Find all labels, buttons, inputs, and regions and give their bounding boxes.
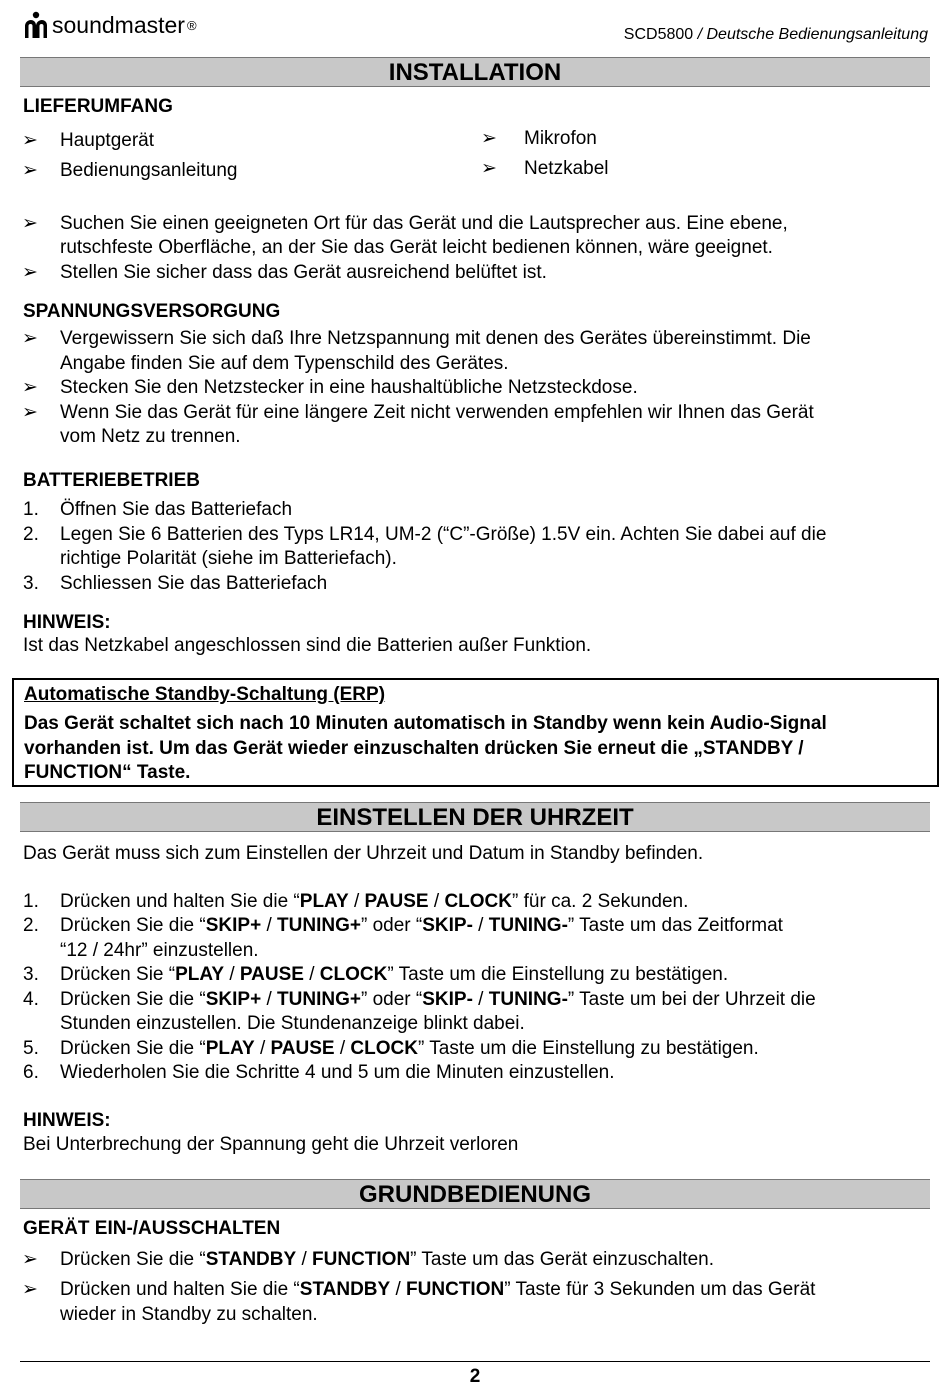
step-number: 2. (23, 915, 39, 936)
bullet-icon: ➢ (22, 262, 38, 283)
paragraph-line: Vergewissern Sie sich daß Ihre Netzspannung mit denen des Gerätes übereinstimmt. Die (60, 328, 811, 349)
step-number: 1. (23, 499, 39, 520)
erp-title: Automatische Standby-Schaltung (ERP) (24, 684, 386, 705)
section-title-installation: INSTALLATION (20, 57, 930, 87)
clock-step-4-cont: Stunden einzustellen. Die Stundenanzeige blinkt dabei. (60, 1013, 525, 1034)
soundmaster-logo-icon (22, 10, 50, 40)
step-number: 4. (23, 989, 39, 1010)
model-number: SCD5800 (623, 26, 694, 43)
erp-notice-box (12, 678, 939, 787)
paragraph-line: Legen Sie 6 Batterien des Typs LR14, UM-2 (“C”-Größe) 1.5V ein. Achten Sie dabei auf die (60, 524, 827, 545)
bullet-icon: ➢ (22, 1249, 38, 1270)
clock-step-4: Drücken Sie die “SKIP+ / TUNING+” oder “SKIP- / TUNING-” Taste um bei der Uhrzeit die (60, 989, 816, 1010)
bullet-icon: ➢ (481, 158, 497, 179)
registered-mark: ® (186, 17, 197, 33)
note-heading: HINWEIS: (23, 612, 111, 633)
page-number: 2 (469, 1366, 481, 1387)
bullet-icon: ➢ (22, 160, 38, 181)
step-number: 3. (23, 964, 39, 985)
bullet-icon: ➢ (22, 328, 38, 349)
bullet-icon: ➢ (22, 1279, 38, 1300)
clock-step-2: Drücken Sie die “SKIP+ / TUNING+” oder “SKIP- / TUNING-” Taste um das Zeitformat (60, 915, 783, 936)
document-title: Deutsche Bedienungsanleitung (706, 26, 928, 43)
heading-power: SPANNUNGSVERSORGUNG (23, 301, 281, 322)
brand-logo (22, 10, 197, 40)
clock-step-1: Drücken und halten Sie die “PLAY / PAUSE / CLOCK” für ca. 2 Sekunden. (60, 891, 689, 912)
heading-scope: LIEFERUMFANG (23, 96, 173, 117)
paragraph-line: vom Netz zu trennen. (60, 426, 241, 447)
paragraph-line: Öffnen Sie das Batteriefach (60, 499, 293, 520)
paragraph-line: richtige Polarität (siehe im Batteriefach). (60, 548, 397, 569)
note-heading: HINWEIS: (23, 1110, 111, 1131)
step-number: 2. (23, 524, 39, 545)
paragraph-line: Stecken Sie den Netzstecker in eine haushaltübliche Netzsteckdose. (60, 377, 638, 398)
bullet-icon: ➢ (22, 130, 38, 151)
clock-step-3: Drücken Sie “PLAY / PAUSE / CLOCK” Taste um die Einstellung zu bestätigen. (60, 964, 729, 985)
step-number: 1. (23, 891, 39, 912)
section-title-clock: EINSTELLEN DER UHRZEIT (20, 802, 930, 832)
paragraph-line: Stellen Sie sicher dass das Gerät ausreichend belüftet ist. (60, 262, 547, 283)
basic-item-2-cont: wieder in Standby zu schalten. (60, 1304, 318, 1325)
clock-intro: Das Gerät muss sich zum Einstellen der Uhrzeit und Datum in Standby befinden. (23, 843, 704, 864)
bullet-icon: ➢ (22, 377, 38, 398)
paragraph-line: Suchen Sie einen geeigneten Ort für das Gerät und die Lautsprecher aus. Eine ebene, (60, 213, 788, 234)
paragraph-line: Angabe finden Sie auf dem Typenschild des Gerätes. (60, 353, 509, 374)
document-reference: SCD5800 / Deutsche Bedienungsanleitung (623, 26, 928, 43)
heading-power-onoff: GERÄT EIN-/AUSSCHALTEN (23, 1218, 281, 1239)
clock-step-5: Drücken Sie die “PLAY / PAUSE / CLOCK” Taste um die Einstellung zu bestätigen. (60, 1038, 759, 1059)
clock-step-2-cont: “12 / 24hr” einzustellen. (60, 940, 259, 961)
paragraph-line: rutschfeste Oberfläche, an der Sie das Gerät leicht bedienen können, wäre geeignet. (60, 237, 773, 258)
bullet-icon: ➢ (22, 402, 38, 423)
erp-text: Das Gerät schaltet sich nach 10 Minuten automatisch in Standby wenn kein Audio-Signal vorhanden ist. Um das Gerät wieder einzuschalten drücken Sie erneut die „STANDBY / FUNCTION“ Taste. (24, 713, 827, 783)
bullet-icon: ➢ (481, 128, 497, 149)
basic-item-1: Drücken Sie die “STANDBY / FUNCTION” Taste um das Gerät einzuschalten. (60, 1249, 714, 1270)
list-item: Mikrofon (524, 128, 597, 149)
paragraph-line: Wenn Sie das Gerät für eine längere Zeit nicht verwenden empfehlen wir Ihnen das Gerät (60, 402, 814, 423)
step-number: 6. (23, 1062, 39, 1083)
note-text: Bei Unterbrechung der Spannung geht die Uhrzeit verloren (23, 1134, 519, 1155)
bullet-icon: ➢ (22, 213, 38, 234)
list-item: Hauptgerät (60, 130, 155, 151)
section-title-basic: GRUNDBEDIENUNG (20, 1179, 930, 1209)
clock-step-6: Wiederholen Sie die Schritte 4 und 5 um die Minuten einzustellen. (60, 1062, 615, 1083)
brand-name: soundmaster (52, 11, 185, 38)
list-item: Bedienungsanleitung (60, 160, 238, 181)
basic-item-2: Drücken und halten Sie die “STANDBY / FUNCTION” Taste für 3 Sekunden um das Gerät (60, 1279, 816, 1300)
heading-battery: BATTERIEBETRIEB (23, 470, 200, 491)
paragraph-line: Schliessen Sie das Batteriefach (60, 573, 328, 594)
list-item: Netzkabel (524, 158, 609, 179)
note-text: Ist das Netzkabel angeschlossen sind die Batterien außer Funktion. (23, 635, 592, 656)
step-number: 3. (23, 573, 39, 594)
footer-divider (20, 1361, 930, 1362)
step-number: 5. (23, 1038, 39, 1059)
page-header (0, 0, 950, 60)
